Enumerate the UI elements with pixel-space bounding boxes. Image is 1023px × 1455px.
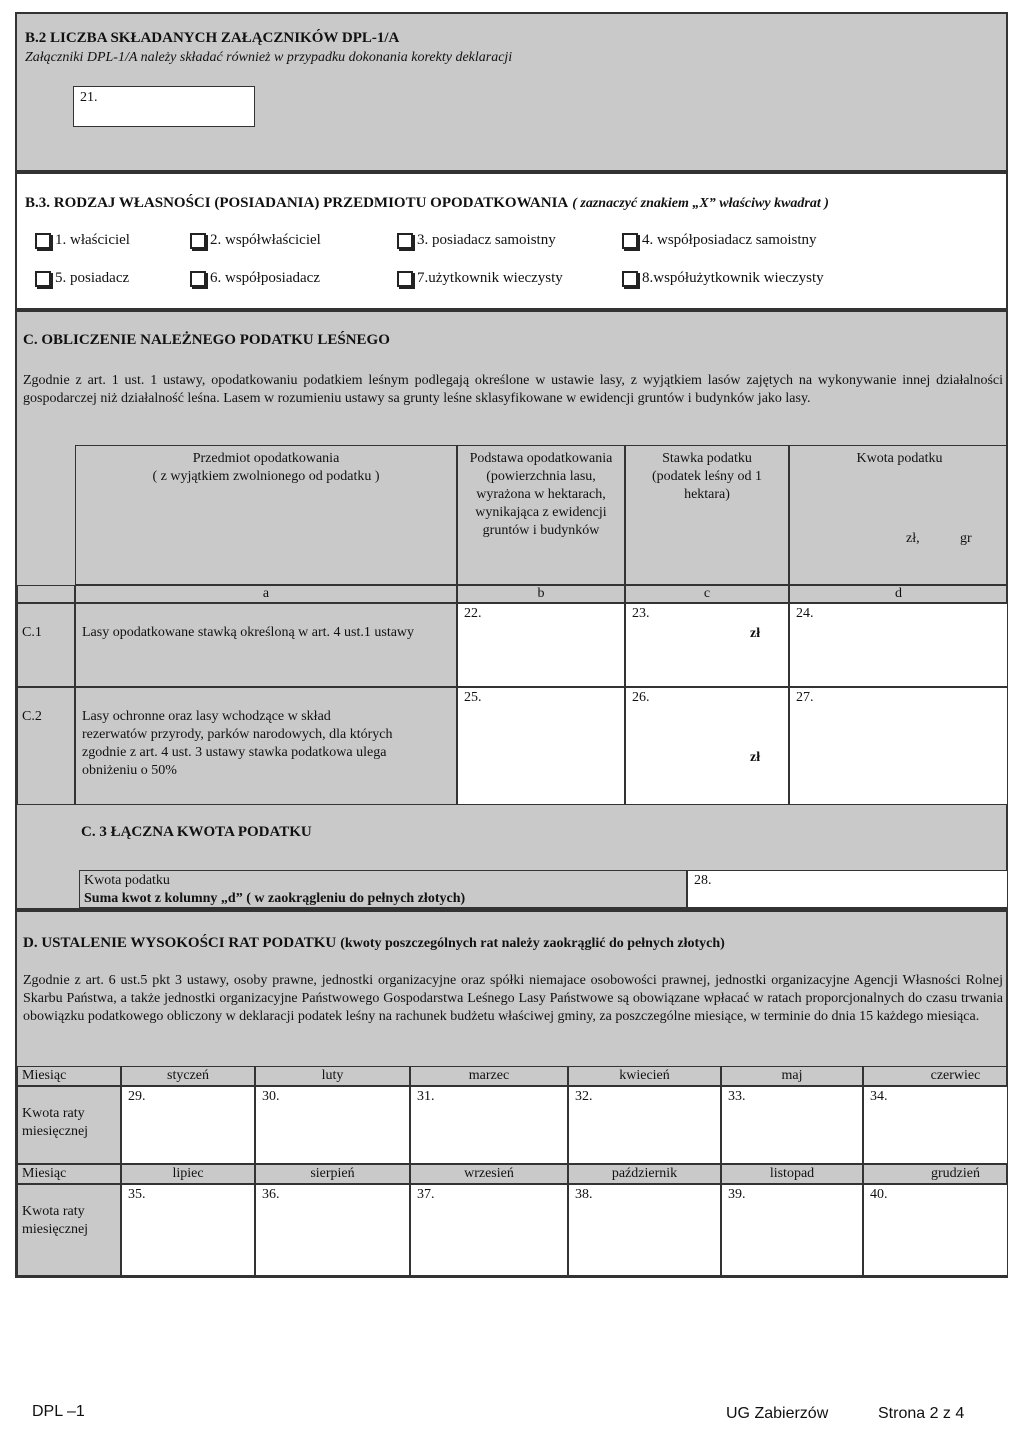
currency-unit: zł — [750, 626, 761, 641]
unit-zl: zł, — [906, 531, 920, 546]
column-letter-b: b — [457, 585, 625, 603]
row-description: Lasy opodatkowane stawką określoną w art. 4 ust.1 ustawy — [75, 603, 457, 687]
ownership-option-1[interactable]: 1. właściciel — [35, 232, 130, 249]
office-name: UG Zabierzów — [726, 1405, 829, 1422]
total-tax-label: Kwota podatku Suma kwot z kolumny „d” ( w zaokrągleniu do pełnych złotych) — [79, 870, 687, 908]
installment-field-31[interactable]: 31. — [410, 1086, 568, 1164]
section-b2 — [15, 12, 1008, 172]
form-code: DPL –1 — [32, 1403, 85, 1420]
ownership-option-8[interactable]: 8.współużytkownik wieczysty — [622, 270, 824, 287]
ownership-option-4[interactable]: 4. współposiadacz samoistny — [622, 232, 817, 249]
section-b3-title: B.3. RODZAJ WŁASNOŚCI (POSIADANIA) PRZEDMIOTU OPODATKOWANIA ( zaznaczyć znakiem „X” właściwy kwadrat ) — [25, 195, 829, 211]
ownership-option-5[interactable]: 5. posiadacz — [35, 270, 129, 287]
month-name: luty — [255, 1066, 410, 1086]
column-letter-c: c — [625, 585, 789, 603]
row-id: C.1 — [17, 603, 75, 687]
amount-label: Kwota raty miesięcznej — [17, 1184, 121, 1276]
total-tax-field[interactable]: 28. — [687, 870, 1008, 908]
column-d-header: Kwota podatku zł, gr — [789, 445, 1008, 585]
checkbox-icon[interactable] — [622, 233, 638, 249]
month-name: listopad — [721, 1164, 863, 1184]
currency-unit: zł — [750, 750, 761, 765]
installment-field-38[interactable]: 38. — [568, 1184, 721, 1276]
column-letter-a: a — [75, 585, 457, 603]
month-name: kwiecień — [568, 1066, 721, 1086]
checkbox-icon[interactable] — [622, 271, 638, 287]
tax-rate-field-c2[interactable]: 26. zł — [625, 687, 789, 805]
installment-field-34[interactable]: 34. — [863, 1086, 1008, 1164]
checkbox-icon[interactable] — [397, 233, 413, 249]
month-name: czerwiec — [863, 1066, 1008, 1086]
section-b3 — [15, 172, 1008, 310]
installment-field-30[interactable]: 30. — [255, 1086, 410, 1164]
month-label: Miesiąc — [17, 1066, 121, 1086]
section-c — [15, 310, 1008, 910]
month-name: maj — [721, 1066, 863, 1086]
checkbox-icon[interactable] — [35, 233, 51, 249]
page-number: Strona 2 z 4 — [878, 1405, 965, 1422]
section-c-title: C. OBLICZENIE NALEŻNEGO PODATKU LEŚNEGO — [23, 332, 390, 348]
section-d-title-note: (kwoty poszczególnych rat należy zaokrąglić do pełnych złotych) — [340, 936, 725, 951]
letters-row-stub — [17, 585, 75, 603]
column-a-header: Przedmiot opodatkowania ( z wyjątkiem zwolnionego od podatku ) — [75, 445, 457, 585]
attachments-count-field[interactable] — [73, 86, 255, 127]
ownership-option-7[interactable]: 7.użytkownik wieczysty — [397, 270, 563, 287]
installment-field-39[interactable]: 39. — [721, 1184, 863, 1276]
section-b2-title: B.2 LICZBA SKŁADANYCH ZAŁĄCZNIKÓW DPL-1/A — [25, 30, 400, 46]
amount-label: Kwota raty miesięcznej — [17, 1086, 121, 1164]
checkbox-icon[interactable] — [35, 271, 51, 287]
installment-field-33[interactable]: 33. — [721, 1086, 863, 1164]
section-c3-title: C. 3 ŁĄCZNA KWOTA PODATKU — [81, 824, 312, 840]
tax-rate-field-c1[interactable]: 23. zł — [625, 603, 789, 687]
column-c-header: Stawka podatku (podatek leśny od 1 hektara) — [625, 445, 789, 585]
tax-amount-field-c1[interactable]: 24. — [789, 603, 1008, 687]
section-b3-title-note: ( zaznaczyć znakiem „X” właściwy kwadrat ) — [572, 196, 829, 211]
section-d — [15, 910, 1008, 1278]
installment-field-35[interactable]: 35. — [121, 1184, 255, 1276]
column-letter-d: d — [789, 585, 1008, 603]
ownership-option-2[interactable]: 2. współwłaściciel — [190, 232, 321, 249]
checkbox-icon[interactable] — [397, 271, 413, 287]
month-label: Miesiąc — [17, 1164, 121, 1184]
checkbox-icon[interactable] — [190, 233, 206, 249]
section-d-intro: Zgodnie z art. 6 ust.5 pkt 3 ustawy, osoby prawne, jednostki organizacyjne oraz spółki niemajace osobowości prawnej, jednostki organizacyjne Agencji Własności Rolnej Skarbu Państwa, a także jednostki organizacyjne Państwowego Gospodarstwa Leśnego Lasy Państwowe są obowiązane wpłacać w ratach proporcjonalnych do czasu trwania obowiązku podatkowego obliczony w deklaracji podatek leśny na rachunek budżetu właściwej gminy, za poszczególne miesiące, w terminie do dnia 15 każdego miesiąca. — [23, 973, 1003, 1024]
section-d-title: D. USTALENIE WYSOKOŚCI RAT PODATKU (kwoty poszczególnych rat należy zaokrąglić do pełnych złotych) — [23, 935, 725, 951]
month-name: wrzesień — [410, 1164, 568, 1184]
section-c-intro: Zgodnie z art. 1 ust. 1 ustawy, opodatkowaniu podatkiem leśnym podlegają określone w ustawie lasy, z wyjątkiem lasów zajętych na wykonywanie innej działalności gospodarczej niż działalność leśna. Lasem w rozumieniu ustawy sa grunty leśne sklasyfikowane w ewidencji gruntów i budynków jako lasy. — [23, 373, 1003, 406]
unit-gr: gr — [960, 531, 972, 546]
installment-field-36[interactable]: 36. — [255, 1184, 410, 1276]
tax-amount-field-c2[interactable]: 27. — [789, 687, 1008, 805]
tax-base-field-c1[interactable]: 22. — [457, 603, 625, 687]
tax-base-field-c2[interactable]: 25. — [457, 687, 625, 805]
month-name: lipiec — [121, 1164, 255, 1184]
row-description: Lasy ochronne oraz lasy wchodzące w skład rezerwatów przyrody, parków narodowych, dla których zgodnie z art. 4 ust. 3 ustawy stawka podatkowa ulega obniżeniu o 50% — [75, 687, 457, 805]
installment-field-29[interactable]: 29. — [121, 1086, 255, 1164]
ownership-option-6[interactable]: 6. współposiadacz — [190, 270, 320, 287]
month-name: grudzień — [863, 1164, 1008, 1184]
installment-field-40[interactable]: 40. — [863, 1184, 1008, 1276]
installment-field-37[interactable]: 37. — [410, 1184, 568, 1276]
ownership-option-3[interactable]: 3. posiadacz samoistny — [397, 232, 556, 249]
section-b2-subtitle: Załączniki DPL-1/A należy składać również w przypadku dokonania korekty deklaracji — [25, 50, 513, 65]
installment-field-32[interactable]: 32. — [568, 1086, 721, 1164]
field-number: 21. — [80, 90, 98, 105]
month-name: marzec — [410, 1066, 568, 1086]
row-id: C.2 — [17, 687, 75, 805]
checkbox-icon[interactable] — [190, 271, 206, 287]
month-name: styczeń — [121, 1066, 255, 1086]
month-name: październik — [568, 1164, 721, 1184]
column-b-header: Podstawa opodatkowania (powierzchnia lasu, wyrażona w hektarach, wynikająca z ewidencji gruntów i budynków — [457, 445, 625, 585]
month-name: sierpień — [255, 1164, 410, 1184]
